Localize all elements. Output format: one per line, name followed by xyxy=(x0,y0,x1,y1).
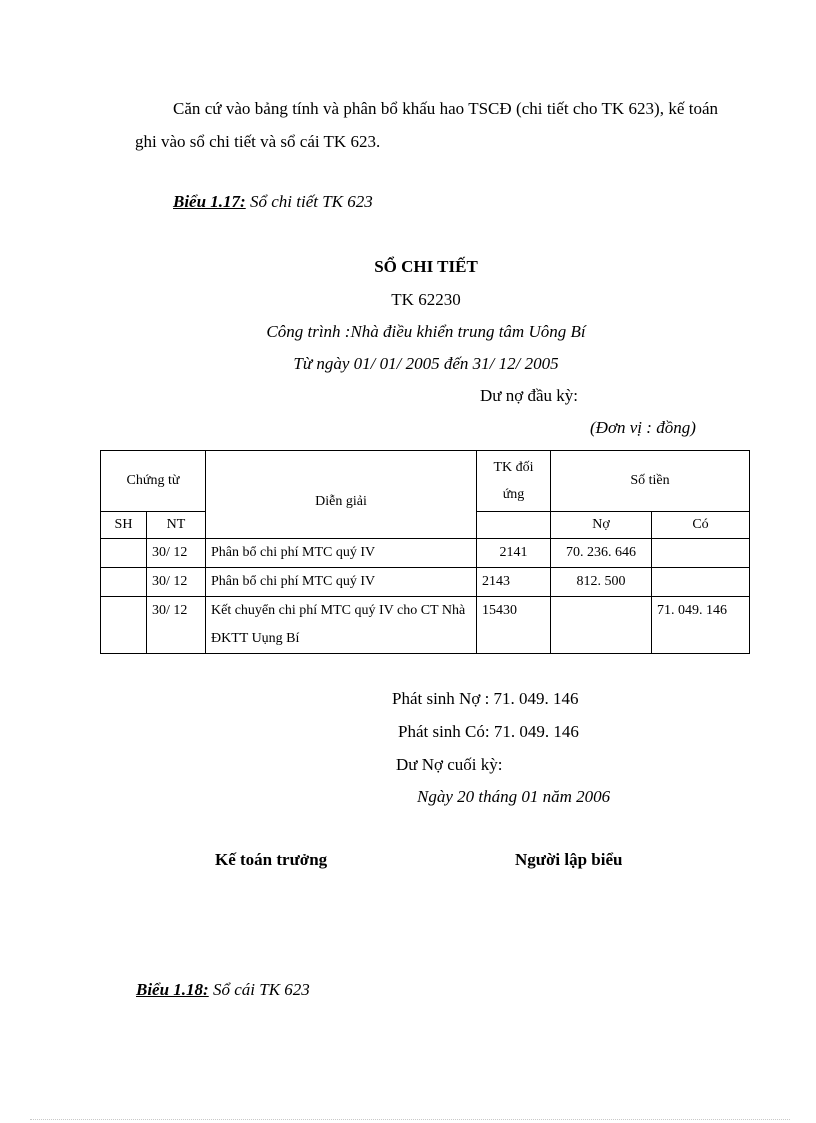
total-credit: Phát sinh Có: 71. 049. 146 xyxy=(398,722,579,741)
cell-description: Phân bổ chi phí MTC quý IV xyxy=(206,568,477,597)
cell-debit: 812. 500 xyxy=(551,568,652,597)
cell-contra-account: 2141 xyxy=(477,539,551,568)
header-debit: Nợ xyxy=(551,512,652,539)
opening-balance: Dư nợ đầu kỳ: xyxy=(480,386,578,405)
cell-description: Phân bổ chi phí MTC quý IV xyxy=(206,539,477,568)
cell-nt: 30/ 12 xyxy=(147,597,206,654)
table-row xyxy=(101,568,750,597)
header-description: Diễn giải xyxy=(206,451,477,539)
cell-sh xyxy=(101,568,147,597)
cell-debit xyxy=(551,597,652,654)
ledger-account: TK 62230 xyxy=(391,290,461,309)
caption-text: Sổ chi tiết TK 623 xyxy=(245,192,373,211)
header-amount: Số tiền xyxy=(551,451,750,512)
caption-label: Biểu 1.17: xyxy=(173,192,246,211)
header-credit: Có xyxy=(652,512,750,539)
header-sh: SH xyxy=(101,512,147,539)
header-nt: NT xyxy=(147,512,206,539)
ledger-title: SỔ CHI TIẾT xyxy=(374,257,478,276)
cell-credit xyxy=(652,539,750,568)
header-contra-line1: TK đối xyxy=(493,460,534,475)
header-contra-account xyxy=(477,451,551,512)
cell-sh xyxy=(101,597,147,654)
table-header-row xyxy=(101,451,750,512)
table-row xyxy=(101,539,750,568)
cell-contra-account: 2143 xyxy=(477,568,551,597)
intro-paragraph xyxy=(135,92,718,158)
ledger-project: Công trình :Nhà điều khiển trung tâm Uông Bí xyxy=(266,322,586,341)
document-date: Ngày 20 tháng 01 năm 2006 xyxy=(417,787,611,806)
currency-unit: (Đơn vị : đồng) xyxy=(590,418,696,437)
header-contra-line2: ứng xyxy=(502,487,525,502)
total-debit: Phát sinh Nợ : 71. 049. 146 xyxy=(392,689,579,708)
caption-label: Biểu 1.18: xyxy=(136,980,209,999)
cell-credit xyxy=(652,568,750,597)
closing-balance: Dư Nợ cuối kỳ: xyxy=(396,755,503,774)
caption-text: Sổ cái TK 623 xyxy=(208,980,310,999)
cell-nt: 30/ 12 xyxy=(147,568,206,597)
caption-bieu-1-17 xyxy=(173,192,373,212)
cell-debit: 70. 236. 646 xyxy=(551,539,652,568)
header-contra-empty xyxy=(477,512,551,539)
cell-contra-account: 15430 xyxy=(477,597,551,654)
header-voucher: Chứng từ xyxy=(101,451,206,512)
cell-nt: 30/ 12 xyxy=(147,539,206,568)
cell-description: Kết chuyển chi phí MTC quý IV cho CT Nhà ĐKTT Uụng Bí xyxy=(206,597,477,654)
cell-credit: 71. 049. 146 xyxy=(652,597,750,654)
caption-bieu-1-18 xyxy=(136,980,310,1000)
cell-sh xyxy=(101,539,147,568)
table-row xyxy=(101,597,750,654)
signature-preparer: Người lập biểu xyxy=(515,850,623,869)
intro-text: Căn cứ vào bảng tính và phân bổ khấu hao TSCĐ (chi tiết cho TK 623), kế toán ghi vào sổ chi tiết và sổ cái TK 623. xyxy=(135,99,718,151)
ledger-table xyxy=(100,450,750,654)
page-bottom-divider xyxy=(30,1119,790,1120)
ledger-period: Từ ngày 01/ 01/ 2005 đến 31/ 12/ 2005 xyxy=(293,354,559,373)
signature-chief-accountant: Kế toán trưởng xyxy=(215,850,328,869)
